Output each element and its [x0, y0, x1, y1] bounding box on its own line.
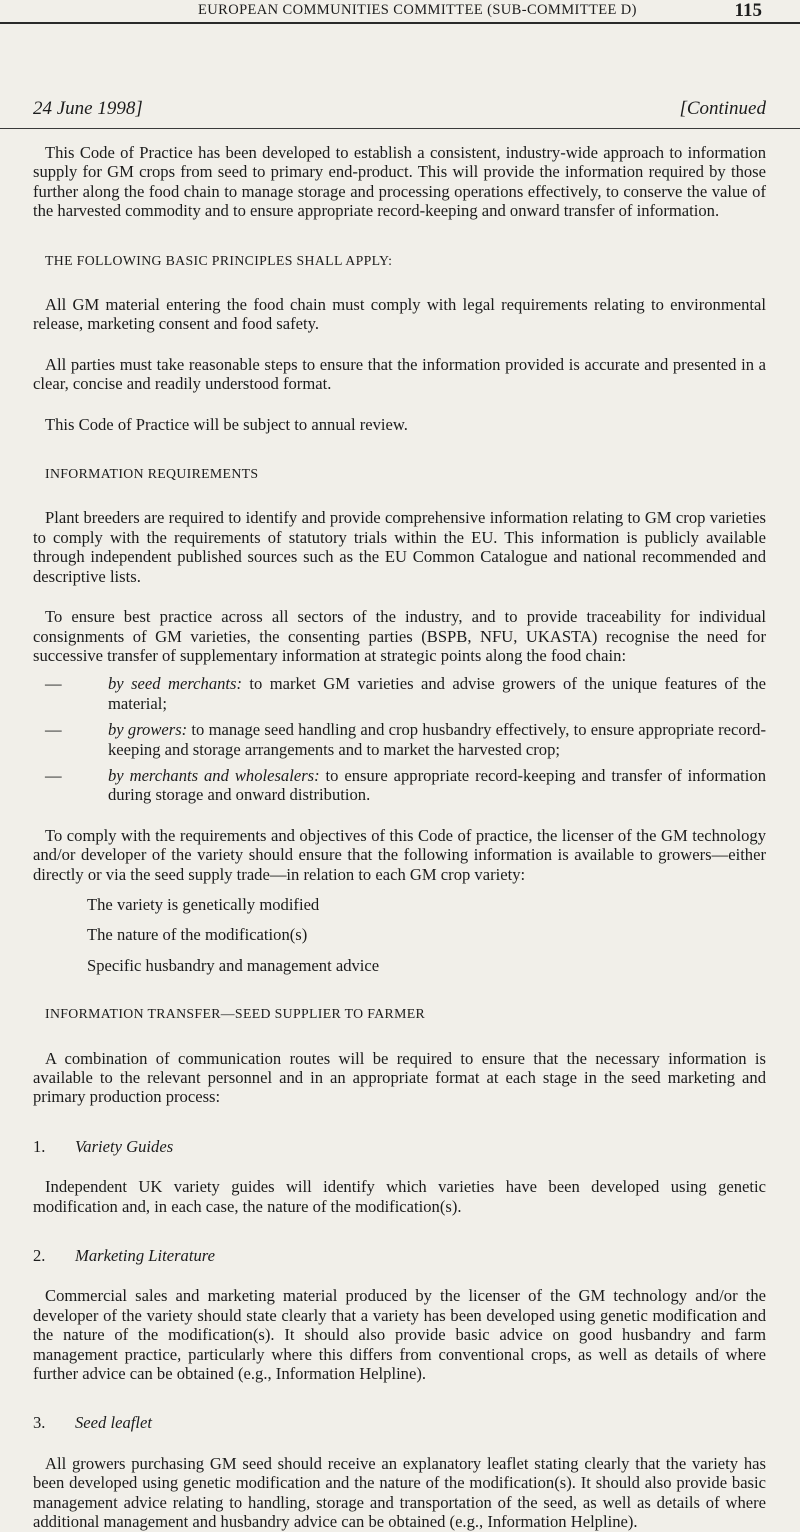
section-text-variety-guides: Independent UK variety guides will identify which varieties have been developed using genetic modification and, in each case, the nature of the modification(s).: [33, 1177, 766, 1216]
section-title: Marketing Literature: [75, 1246, 215, 1266]
section-number: 3.: [33, 1413, 46, 1433]
list-item: [33, 766, 766, 805]
required-info-item-1: The variety is genetically modified: [87, 894, 320, 914]
transfer-heading: INFORMATION TRANSFER—SEED SUPPLIER TO FARMER: [45, 1006, 426, 1022]
info-requirements-paragraph-2: To ensure best practice across all sectors of the industry, and to provide traceability for individual consignments of GM varieties, the consenting parties (BSPB, NFU, UKASTA) recognise the need for successive transfer of supplementary information at strategic points along the food chain:: [33, 607, 766, 665]
section-heading-marketing-literature: [33, 1246, 766, 1265]
date-row: [0, 98, 800, 129]
principle-1: All GM material entering the food chain must comply with legal requirements relating to environmental release, marketing consent and food safety.: [33, 295, 766, 334]
section-number: 2.: [33, 1246, 46, 1266]
section-title: Variety Guides: [75, 1136, 174, 1156]
info-requirements-paragraph-3: To comply with the requirements and objectives of this Code of practice, the licenser of the GM technology and/or developer of the variety should ensure that the following information is available to growers—either directly or via the seed supply trade—in relation to each GM crop variety:: [33, 825, 766, 884]
section-number: 1.: [33, 1136, 46, 1156]
section-heading-seed-leaflet: [33, 1413, 766, 1432]
info-requirements-paragraph-1: Plant breeders are required to identify and provide comprehensive information relating to GM crop varieties to comply with the requirements of statutory trials within the EU. This information is publicly available through independent published sources such as the EU Common Catalogue and national recommended and descriptive lists.: [33, 508, 766, 586]
required-info-item-3: Specific husbandry and management advice: [87, 955, 380, 975]
intro-paragraph: This Code of Practice has been developed to establish a consistent, industry-wide approach to information supply for GM crops from seed to primary end-product. This will provide the information required by those further along the food chain to manage storage and processing operations effectively, to conserve the value of the harvested commodity and to ensure appropriate record-keeping and onward transfer of information.: [33, 143, 766, 221]
list-item-lead: by growers:: [108, 720, 188, 740]
principle-2: All parties must take reasonable steps to ensure that the information provided is accurate and presented in a clear, concise and readily understood format.: [33, 354, 766, 394]
principle-3: This Code of Practice will be subject to annual review.: [45, 414, 408, 434]
section-heading-variety-guides: [33, 1137, 766, 1156]
section-text-marketing-literature: Commercial sales and marketing material produced by the licenser of the GM technology and/or the developer of the variety should state clearly that a variety has been developed using genetic modification and the nature of the modification(s). It should also provide basic advice on good husbandry and farm management practice, particularly where this differs from conventional crops, as well as details of where further advice can be obtained (e.g., Information Helpline).: [33, 1286, 766, 1384]
section-title: Seed leaflet: [75, 1413, 152, 1433]
dash-marker: —: [45, 720, 62, 740]
dash-marker: —: [45, 674, 62, 694]
page-number: 115: [734, 0, 762, 21]
transfer-intro-paragraph: A combination of communication routes will be required to ensure that the necessary information is available to the relevant personnel and in an appropriate format at each stage in the seed marketing and primary production process:: [33, 1048, 766, 1107]
section-text-seed-leaflet: All growers purchasing GM seed should receive an explanatory leaflet stating clearly that the variety has been developed using genetic modification and the nature of the modification(s). It should also provide basic management advice relating to handling, storage and transportation of the seed, as well as details of where additional management and husbandry advice can be obtained (e.g., Information Helpline).: [33, 1453, 766, 1532]
list-item: [33, 720, 766, 759]
dash-marker: —: [45, 765, 62, 785]
list-item-text: to ensure appropriate record-keeping and transfer of information during storage and onward distribution.: [108, 765, 766, 805]
session-date: 24 June 1998]: [33, 98, 143, 119]
continued-label: [Continued: [679, 98, 766, 119]
list-item-lead: by seed merchants:: [108, 674, 243, 694]
principles-heading: THE FOLLOWING BASIC PRINCIPLES SHALL APPLY:: [45, 252, 393, 268]
required-info-item-2: The nature of the modification(s): [87, 925, 308, 945]
list-item-text: to market GM varieties and advise growers of the unique features of the material;: [108, 674, 766, 713]
document-body: [33, 143, 766, 1532]
running-header-title: EUROPEAN COMMUNITIES COMMITTEE (SUB-COMMITTEE D): [198, 2, 637, 18]
info-requirements-heading: INFORMATION REQUIREMENTS: [45, 466, 259, 482]
list-item: [33, 674, 766, 713]
list-item-text: to manage seed handling and crop husbandry effectively, to ensure appropriate record-keeping and storage arrangements and to market the harvested crop;: [108, 720, 766, 759]
running-header: [0, 0, 800, 24]
list-item-lead: by merchants and wholesalers:: [108, 765, 320, 785]
supply-chain-list: [33, 674, 766, 804]
